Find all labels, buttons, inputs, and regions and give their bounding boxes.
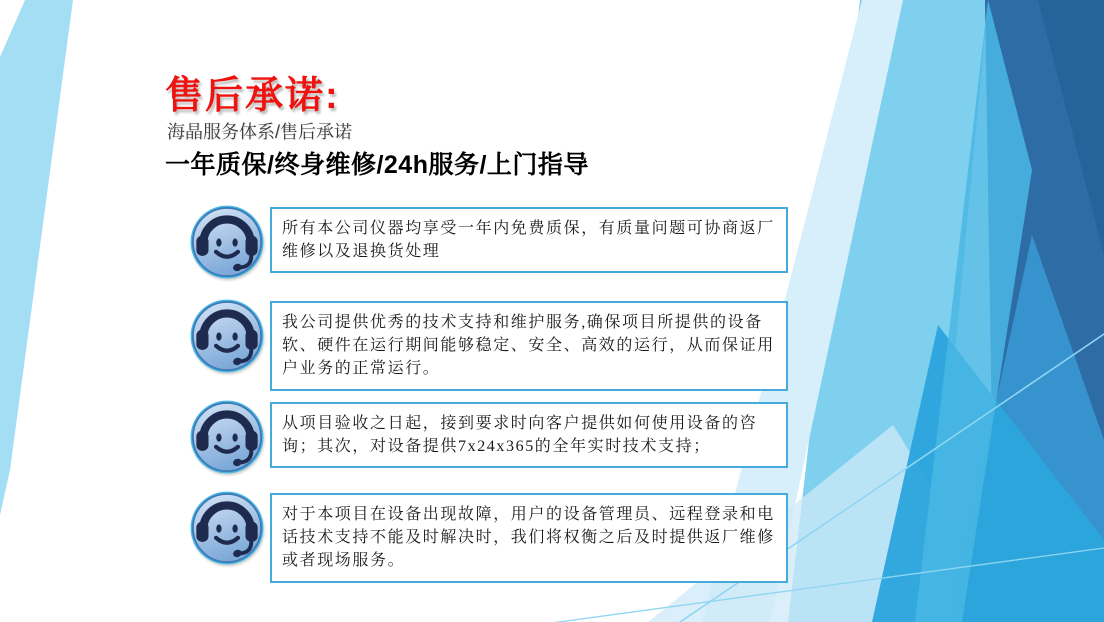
promise-box — [270, 493, 788, 583]
promise-text: 我公司提供优秀的技术支持和维护服务,确保项目所提供的设备软、硬件在运行期间能够稳定、安全、高效的运行，从而保证用户业务的正常运行。 — [282, 314, 775, 378]
page-subtitle: 海晶服务体系/售后承诺 — [167, 122, 352, 142]
customer-service-headset-icon — [190, 400, 264, 474]
customer-service-headset-icon — [190, 205, 264, 279]
promise-box — [270, 402, 788, 468]
promise-text: 所有本公司仪器均享受一年内免费质保，有质量问题可协商返厂维修以及退换货处理 — [282, 220, 775, 261]
customer-service-headset-icon — [190, 491, 264, 565]
promise-text: 对于本项目在设备出现故障，用户的设备管理员、远程登录和电话技术支持不能及时解决时，我们将权衡之后及时提供返厂维修或者现场服务。 — [282, 506, 775, 570]
left-ribbon-shape — [0, 0, 73, 515]
page-title: 售后承诺: — [165, 75, 340, 117]
service-tagline: 一年质保/终身维修/24h服务/上门指导 — [165, 151, 589, 179]
promise-box — [270, 207, 788, 273]
promise-box — [270, 301, 788, 391]
promise-text: 从项目验收之日起，接到要求时向客户提供如何使用设备的咨询；其次，对设备提供7x24x365的全年实时技术支持； — [282, 415, 758, 456]
customer-service-headset-icon — [190, 299, 264, 373]
